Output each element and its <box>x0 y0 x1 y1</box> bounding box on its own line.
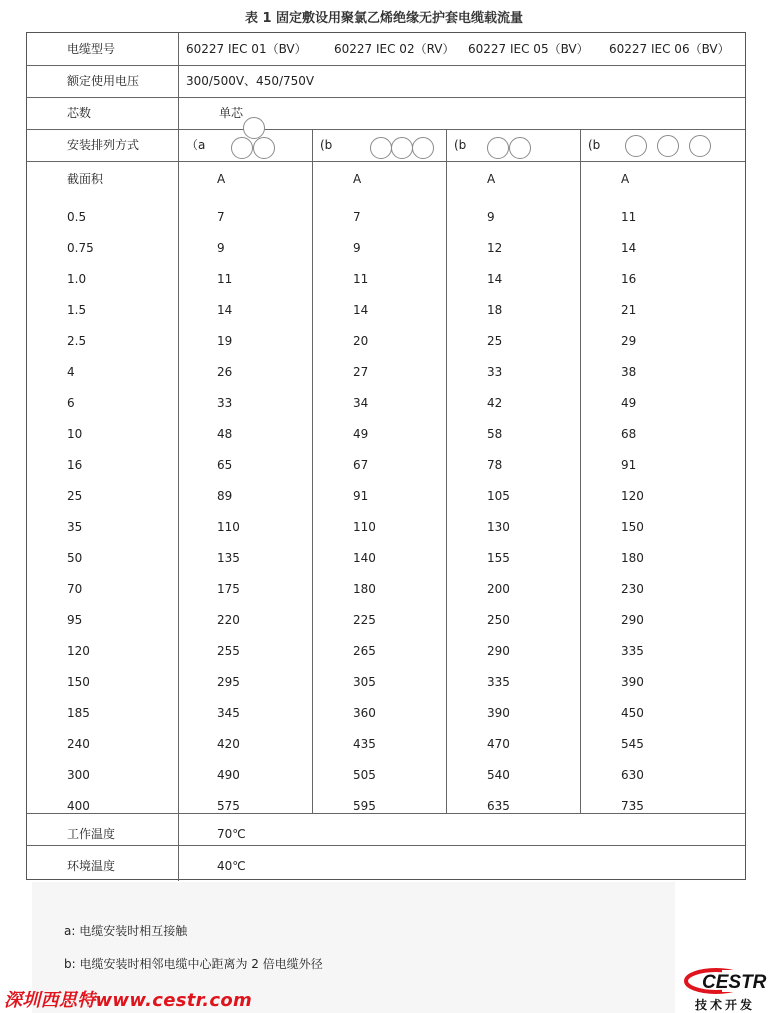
header-label-cores: 芯数 <box>67 106 92 120</box>
ampacity-value: 135 <box>217 551 240 565</box>
ampacity-value: 11 <box>353 272 369 286</box>
ampacity-value: 20 <box>353 334 369 348</box>
cross-section-value: 300 <box>67 768 90 782</box>
ampacity-value: 635 <box>487 799 510 813</box>
footer-label-ambient-temp: 环境温度 <box>67 859 116 873</box>
ampacity-value: 345 <box>217 706 240 720</box>
cross-section-value: 185 <box>67 706 90 720</box>
working-temp-value: 70℃ <box>217 827 246 841</box>
logo-main-text: CESTR <box>702 972 767 993</box>
cross-section-value: 0.5 <box>67 210 87 224</box>
ampacity-value: 14 <box>353 303 369 317</box>
ampacity-value: 19 <box>217 334 233 348</box>
install-arrangement-1: （a <box>186 138 206 152</box>
ampacity-value: 390 <box>487 706 510 720</box>
ampacity-value: 120 <box>621 489 644 503</box>
ampacity-value: 65 <box>217 458 233 472</box>
install-arrangement-3: (b <box>454 138 467 152</box>
ampacity-value: 12 <box>487 241 503 255</box>
ampacity-value: 91 <box>353 489 369 503</box>
header-label-cross-section: 截面积 <box>67 172 104 186</box>
install-arrangement-4: (b <box>588 138 601 152</box>
ampacity-value: 305 <box>353 675 376 689</box>
cable-model-1: 60227 IEC 01（BV） <box>186 42 307 56</box>
ampacity-value: 735 <box>621 799 644 813</box>
ampacity-value: 110 <box>217 520 240 534</box>
ampacity-value: 18 <box>487 303 503 317</box>
cable-circle <box>391 137 413 159</box>
cable-circle <box>625 135 647 157</box>
ampacity-value: 38 <box>621 365 637 379</box>
note-b: b: 电缆安装时相邻电缆中心距离为 2 倍电缆外径 <box>64 957 323 971</box>
ampacity-value: 14 <box>217 303 233 317</box>
table-rule-vertical <box>312 129 313 813</box>
ampacity-value: 14 <box>621 241 637 255</box>
ampacity-value: 29 <box>621 334 637 348</box>
ampacity-value: 250 <box>487 613 510 627</box>
cross-section-value: 35 <box>67 520 83 534</box>
ampacity-value: 595 <box>353 799 376 813</box>
ampacity-value: 175 <box>217 582 240 596</box>
ampacity-value: 155 <box>487 551 510 565</box>
cross-section-value: 4 <box>67 365 75 379</box>
ampacity-value: 225 <box>353 613 376 627</box>
ampacity-value: 26 <box>217 365 233 379</box>
install-arrangement-2: (b <box>320 138 333 152</box>
ampacity-value: 16 <box>621 272 637 286</box>
brand-website-text: 深圳西思特www.cestr.com <box>4 990 253 1011</box>
ampacity-value: 25 <box>487 334 503 348</box>
ampacity-value: 295 <box>217 675 240 689</box>
logo-sub-text: 技术开发 <box>694 998 755 1012</box>
ampacity-value: 490 <box>217 768 240 782</box>
ampacity-value: 21 <box>621 303 637 317</box>
cross-section-value: 120 <box>67 644 90 658</box>
ampacity-value: 390 <box>621 675 644 689</box>
cross-section-value: 95 <box>67 613 83 627</box>
cable-circle <box>657 135 679 157</box>
note-a: a: 电缆安装时相互接触 <box>64 924 188 938</box>
cross-section-value: 1.0 <box>67 272 87 286</box>
ampacity-value: 140 <box>353 551 376 565</box>
ampacity-value: 230 <box>621 582 644 596</box>
cable-model-2: 60227 IEC 02（RV） <box>334 42 455 56</box>
ampacity-value: 335 <box>487 675 510 689</box>
ampacity-value: 470 <box>487 737 510 751</box>
ampacity-value: 89 <box>217 489 233 503</box>
ampacity-value: 34 <box>353 396 369 410</box>
cross-section-value: 50 <box>67 551 83 565</box>
cable-circle <box>487 137 509 159</box>
ampacity-value: 7 <box>353 210 361 224</box>
cable-circle <box>231 137 253 159</box>
cross-section-value: 1.5 <box>67 303 87 317</box>
cestr-logo-mark <box>682 964 768 998</box>
ampacity-value: 49 <box>353 427 369 441</box>
ampacity-value: 180 <box>353 582 376 596</box>
ampacity-value: 575 <box>217 799 240 813</box>
ampacity-value: 33 <box>217 396 233 410</box>
cable-circle <box>689 135 711 157</box>
table-rule-vertical <box>580 129 581 813</box>
cable-circle <box>509 137 531 159</box>
ampacity-value: 545 <box>621 737 644 751</box>
unit-ampere-3: A <box>487 172 496 186</box>
header-label-cable-model: 电缆型号 <box>67 42 116 56</box>
ampacity-value: 78 <box>487 458 503 472</box>
ampacity-value: 265 <box>353 644 376 658</box>
ampacity-value: 42 <box>487 396 503 410</box>
ampacity-value: 110 <box>353 520 376 534</box>
ampacity-value: 68 <box>621 427 637 441</box>
ampacity-value: 130 <box>487 520 510 534</box>
rated-voltage-value: 300/500V、450/750V <box>186 74 315 88</box>
ampacity-value: 220 <box>217 613 240 627</box>
ampacity-table <box>26 32 746 880</box>
ampacity-value: 360 <box>353 706 376 720</box>
ampacity-value: 505 <box>353 768 376 782</box>
cable-circle <box>253 137 275 159</box>
cross-section-value: 150 <box>67 675 90 689</box>
ampacity-value: 420 <box>217 737 240 751</box>
table-rule-vertical <box>178 33 179 881</box>
ampacity-value: 630 <box>621 768 644 782</box>
cores-value: 单芯 <box>219 106 244 120</box>
ampacity-value: 255 <box>217 644 240 658</box>
ampacity-value: 105 <box>487 489 510 503</box>
cross-section-value: 6 <box>67 396 75 410</box>
ampacity-value: 14 <box>487 272 503 286</box>
cross-section-value: 16 <box>67 458 83 472</box>
table-title: 表 1 固定敷设用聚氯乙烯绝缘无护套电缆载流量 <box>244 11 524 26</box>
ampacity-value: 67 <box>353 458 369 472</box>
cable-circle <box>412 137 434 159</box>
unit-ampere-1: A <box>217 172 226 186</box>
ampacity-value: 33 <box>487 365 503 379</box>
cable-model-4: 60227 IEC 06（BV） <box>609 42 730 56</box>
ampacity-value: 11 <box>621 210 637 224</box>
ampacity-value: 27 <box>353 365 369 379</box>
ampacity-value: 58 <box>487 427 503 441</box>
ampacity-value: 290 <box>487 644 510 658</box>
table-rule-horizontal <box>27 845 745 846</box>
cross-section-value: 10 <box>67 427 83 441</box>
ampacity-value: 150 <box>621 520 644 534</box>
ampacity-value: 200 <box>487 582 510 596</box>
unit-ampere-2: A <box>353 172 362 186</box>
ampacity-value: 48 <box>217 427 233 441</box>
cestr-logo <box>682 964 768 1013</box>
cross-section-value: 400 <box>67 799 90 813</box>
ampacity-value: 11 <box>217 272 233 286</box>
ampacity-value: 7 <box>217 210 225 224</box>
cross-section-value: 240 <box>67 737 90 751</box>
cable-model-3: 60227 IEC 05（BV） <box>468 42 589 56</box>
table-rule-vertical <box>446 129 447 813</box>
table-rule-horizontal <box>27 65 745 66</box>
ambient-temp-value: 40℃ <box>217 859 246 873</box>
table-rule-horizontal <box>27 161 745 162</box>
table-rule-horizontal <box>27 97 745 98</box>
ampacity-value: 180 <box>621 551 644 565</box>
cable-circle <box>370 137 392 159</box>
cross-section-value: 70 <box>67 582 83 596</box>
ampacity-value: 9 <box>487 210 495 224</box>
header-label-rated-voltage: 额定使用电压 <box>67 74 140 88</box>
table-rule-horizontal <box>27 129 745 130</box>
footer-label-working-temp: 工作温度 <box>67 827 116 841</box>
cross-section-value: 0.75 <box>67 241 94 255</box>
ampacity-value: 335 <box>621 644 644 658</box>
ampacity-value: 9 <box>217 241 225 255</box>
ampacity-value: 290 <box>621 613 644 627</box>
ampacity-value: 450 <box>621 706 644 720</box>
unit-ampere-4: A <box>621 172 630 186</box>
ampacity-value: 91 <box>621 458 637 472</box>
cross-section-value: 2.5 <box>67 334 87 348</box>
ampacity-value: 435 <box>353 737 376 751</box>
header-label-install-arrangement: 安装排列方式 <box>67 138 140 152</box>
ampacity-value: 9 <box>353 241 361 255</box>
cable-circle <box>243 117 265 139</box>
ampacity-value: 49 <box>621 396 637 410</box>
ampacity-value: 540 <box>487 768 510 782</box>
cross-section-value: 25 <box>67 489 83 503</box>
